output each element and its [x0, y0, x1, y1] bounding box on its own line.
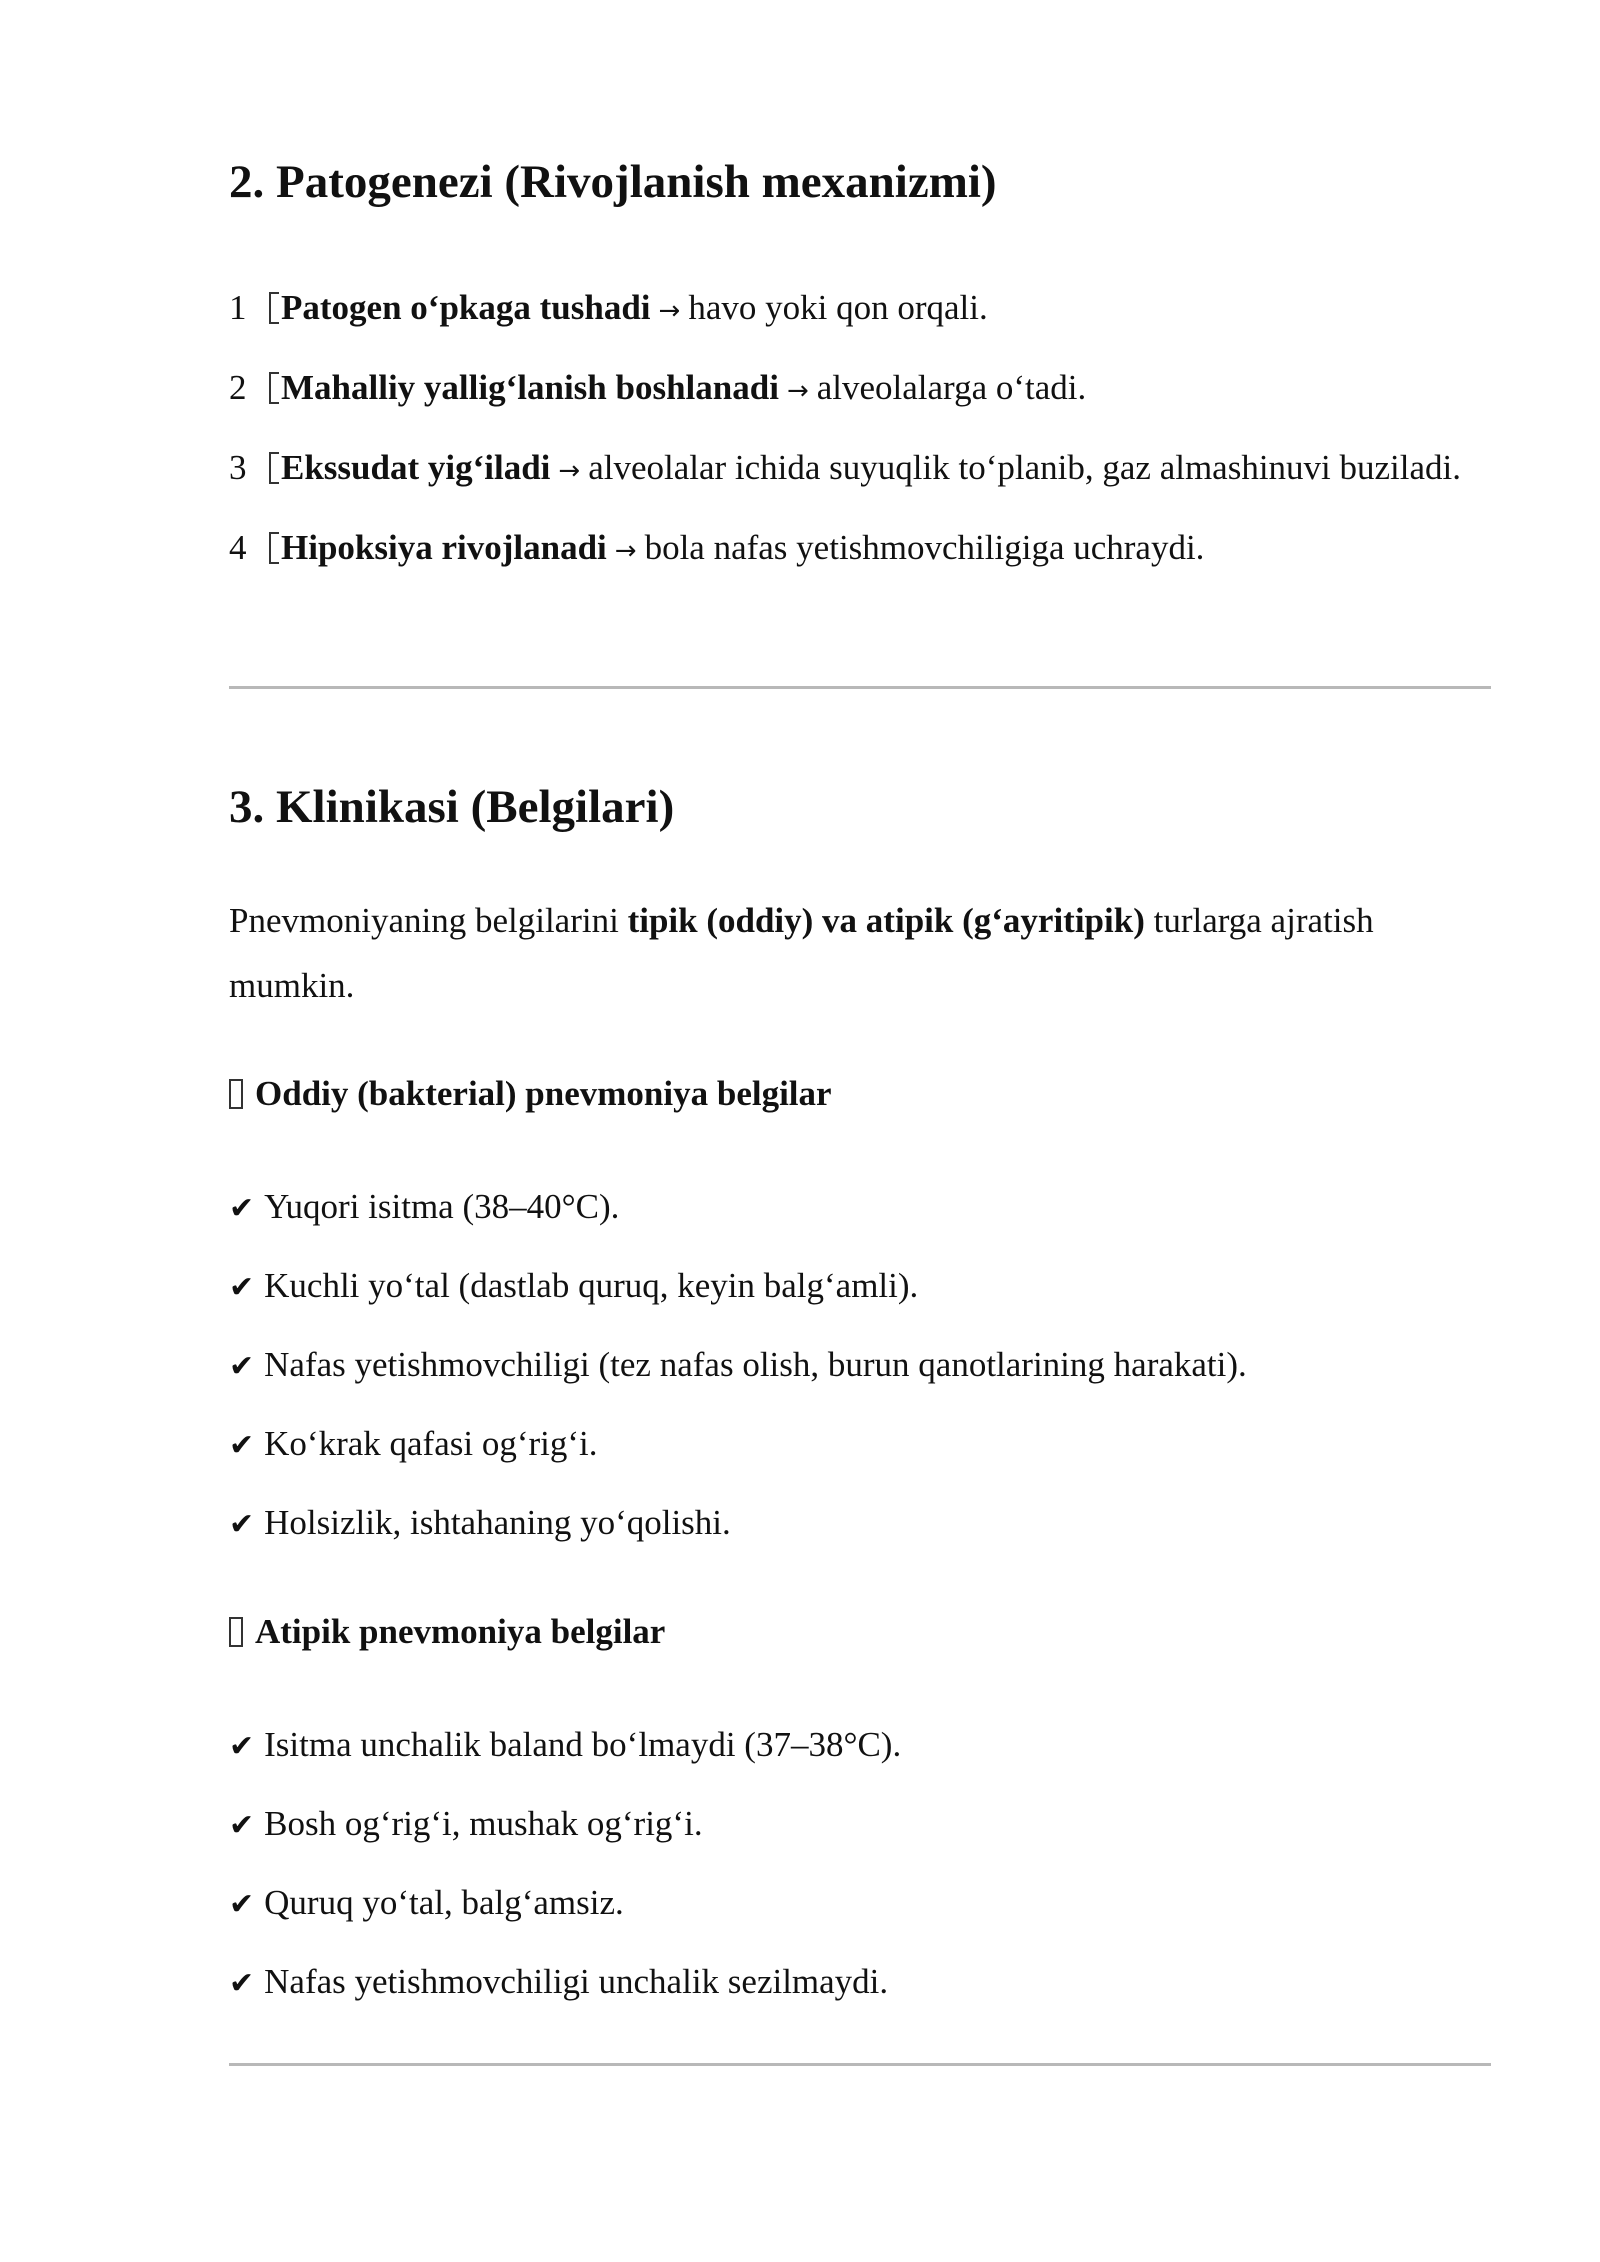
typical-heading-text: Oddiy (bakterial) pnevmoniya belgilar — [255, 1074, 832, 1113]
list-item — [229, 1943, 1491, 2022]
list-item-text: Yuqori isitma (38–40°C). — [264, 1187, 620, 1226]
step-title: Patogen o‘pkaga tushadi — [281, 288, 651, 327]
list-item-text: Kuchli yo‘tal (dastlab quruq, keyin balg‘amli). — [264, 1266, 919, 1305]
arrow-icon: → — [786, 376, 809, 406]
section-3-title: 3. Klinikasi (Belgilari) — [229, 781, 675, 833]
intro-text-end: turlarga ajratish mumkin. — [229, 901, 1374, 1005]
list-item — [229, 1484, 1491, 1563]
check-icon: ✔ — [229, 1270, 255, 1305]
pathogenesis-step — [229, 274, 1491, 345]
intro-text-bold: tipik (oddiy) va atipik (g‘ayritipik) — [627, 901, 1145, 940]
atypical-heading-text: Atipik pnevmoniya belgilar — [255, 1612, 666, 1651]
missing-glyph-icon — [269, 452, 279, 484]
list-item-text: Quruq yo‘tal, balg‘amsiz. — [264, 1883, 624, 1922]
list-item — [229, 1864, 1491, 1943]
pathogenesis-step — [229, 434, 1491, 505]
section-3-intro — [229, 888, 1491, 1018]
list-item — [229, 1247, 1491, 1326]
intro-text-start: Pnevmoniyaning belgilarini — [229, 901, 628, 940]
typical-symptoms-list — [229, 1168, 1491, 1563]
list-item-text: Ko‘krak qafasi og‘rig‘i. — [264, 1424, 598, 1463]
step-text: alveolalarga o‘tadi. — [816, 368, 1087, 407]
list-item-text: Nafas yetishmovchiligi (tez nafas olish, burun qanotlarining harakati). — [264, 1345, 1247, 1384]
list-item-text: Bosh og‘rig‘i, mushak og‘rig‘i. — [264, 1804, 703, 1843]
step-number: 2 — [229, 368, 247, 407]
typical-pneumonia-heading — [229, 1069, 832, 1119]
missing-glyph-icon — [229, 1079, 243, 1109]
arrow-icon: → — [558, 456, 581, 486]
step-text: havo yoki qon orqali. — [688, 288, 988, 327]
check-icon: ✔ — [229, 1966, 255, 2001]
step-text: alveolalar ichida suyuqlik to‘planib, gaz almashinuvi buziladi. — [588, 448, 1462, 487]
list-item — [229, 1405, 1491, 1484]
list-item-text: Holsizlik, ishtahaning yo‘qolishi. — [264, 1503, 731, 1542]
check-icon: ✔ — [229, 1191, 255, 1226]
atypical-pneumonia-heading — [229, 1607, 665, 1657]
missing-glyph-icon — [269, 532, 279, 564]
step-number: 4 — [229, 528, 247, 567]
list-item — [229, 1785, 1491, 1864]
arrow-icon: → — [614, 536, 637, 566]
missing-glyph-icon — [269, 292, 279, 324]
missing-glyph-icon — [229, 1617, 243, 1647]
list-item — [229, 1168, 1491, 1247]
step-number: 3 — [229, 448, 247, 487]
check-icon: ✔ — [229, 1507, 255, 1542]
list-item-text: Isitma unchalik baland bo‘lmaydi (37–38°C). — [264, 1725, 902, 1764]
section-2-title: 2. Patogenezi (Rivojlanish mexanizmi) — [229, 156, 997, 208]
list-item — [229, 1326, 1491, 1405]
arrow-icon: → — [658, 296, 681, 326]
step-title: Hipoksiya rivojlanadi — [281, 528, 607, 567]
list-item — [229, 1706, 1491, 1785]
check-icon: ✔ — [229, 1349, 255, 1384]
check-icon: ✔ — [229, 1729, 255, 1764]
step-text: bola nafas yetishmovchiligiga uchraydi. — [644, 528, 1205, 567]
check-icon: ✔ — [229, 1808, 255, 1843]
check-icon: ✔ — [229, 1428, 255, 1463]
check-icon: ✔ — [229, 1887, 255, 1922]
horizontal-divider — [229, 686, 1491, 689]
atypical-symptoms-list — [229, 1706, 1491, 2022]
pathogenesis-step — [229, 354, 1491, 425]
list-item-text: Nafas yetishmovchiligi unchalik sezilmaydi. — [264, 1962, 889, 2001]
missing-glyph-icon — [269, 372, 279, 404]
horizontal-divider — [229, 2063, 1491, 2066]
step-title: Mahalliy yallig‘lanish boshlanadi — [281, 368, 779, 407]
pathogenesis-step — [229, 514, 1491, 585]
step-title: Ekssudat yig‘iladi — [281, 448, 551, 487]
step-number: 1 — [229, 288, 247, 327]
pathogenesis-steps — [229, 274, 1491, 594]
